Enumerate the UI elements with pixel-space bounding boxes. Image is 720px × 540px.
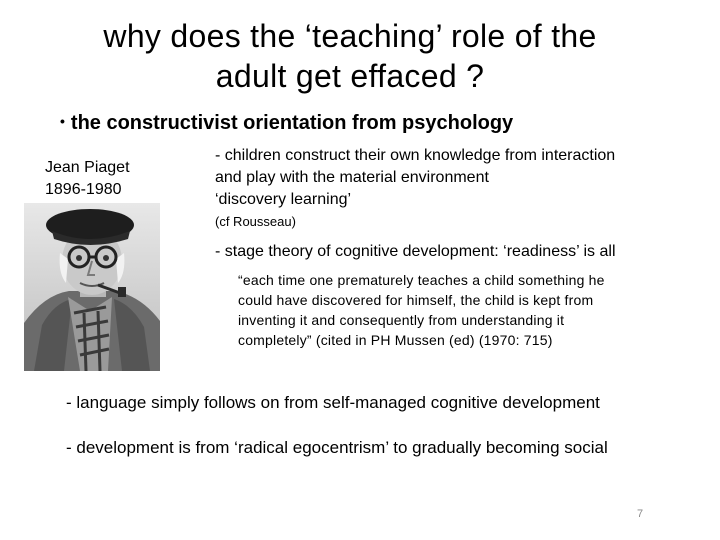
bullet-heading [60, 110, 513, 137]
portrait-photo [24, 203, 160, 371]
quote-line-4: completely” (cited in PH Mussen (ed) (1970: 715) [238, 332, 553, 348]
p1-line-2: and play with the material environment [215, 169, 489, 186]
paragraph-development: - development is from ‘radical egocentrism’ to gradually becoming social [66, 438, 608, 457]
p1-line-3-text: ‘discovery learning’ [215, 191, 352, 208]
p1-line-3 [215, 189, 710, 233]
quote-line-2: could have discovered for himself, the child is kept from [238, 292, 594, 308]
bullet-heading-text: the constructivist orientation from psychology [70, 112, 514, 134]
caption-name: Jean Piaget [45, 159, 130, 176]
title-line-2: adult get effaced ? [215, 58, 485, 94]
p1-line-3-note: (cf Rousseau) [215, 214, 296, 229]
photo-caption [45, 157, 130, 201]
page-number: 7 [637, 508, 644, 520]
quotation-block [238, 270, 708, 350]
paragraph-stage-theory: - stage theory of cognitive development: ‘readiness’ is all [215, 243, 616, 260]
paragraph-children-construct [215, 145, 710, 233]
caption-dates: 1896-1980 [45, 181, 122, 198]
p1-line-1: - children construct their own knowledge from interaction [215, 147, 616, 164]
bullet-icon: • [60, 113, 65, 129]
slide-title [40, 16, 660, 96]
quote-line-1: “each time one prematurely teaches a child something he [238, 272, 605, 288]
portrait-image [24, 203, 160, 371]
quote-line-3: inventing it and consequently from understanding it [238, 312, 565, 328]
paragraph-language: - language simply follows on from self-managed cognitive development [66, 393, 600, 412]
title-line-1: why does the ‘teaching’ role of the [103, 18, 597, 54]
